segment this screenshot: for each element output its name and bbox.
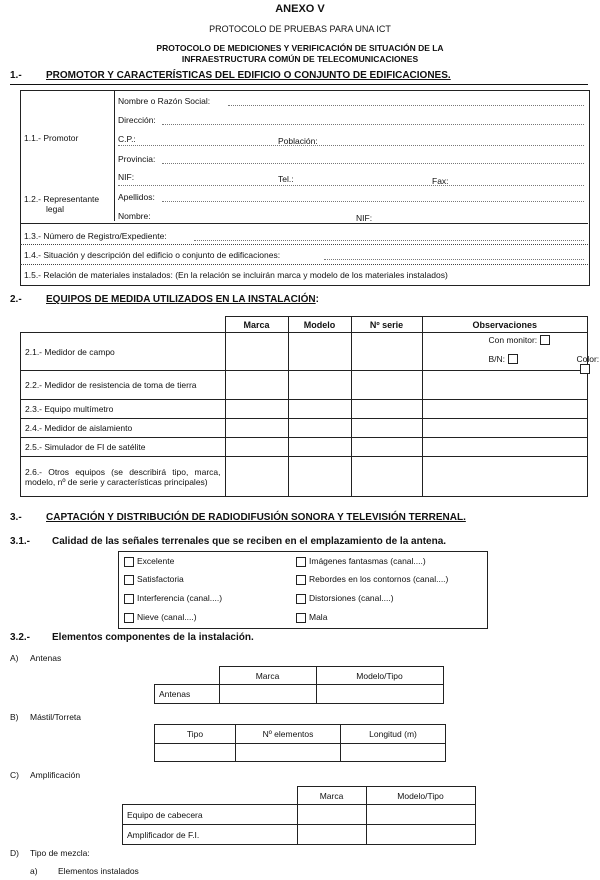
apellidos-label: Apellidos: <box>118 192 155 202</box>
annex-title: ANEXO V <box>275 3 325 15</box>
materiales-label: 1.5.- Relación de materiales instalados: (En la relación se incluirán marca y modelo de los materiales instalados) <box>24 270 448 280</box>
nif-label: NIF: <box>118 172 135 182</box>
fax-label: Fax: <box>432 176 449 186</box>
mala-checkbox[interactable] <box>296 613 306 623</box>
mastil-col-longitud: Longitud (m) <box>341 725 446 744</box>
nombre-label: Nombre: <box>118 211 151 221</box>
antenas-col-modelo: Modelo/Tipo <box>316 667 443 685</box>
row-medidor-campo: 2.1.- Medidor de campo <box>21 333 226 371</box>
mastil-col-tipo: Tipo <box>155 725 236 744</box>
section-2-number: 2.- <box>10 294 22 305</box>
fantasmas-checkbox[interactable] <box>296 557 306 567</box>
section-2-title-suffix: : <box>315 294 319 305</box>
subsection-d-label: D) <box>10 848 19 858</box>
row-simulador-fi: 2.5.- Simulador de FI de satélite <box>21 438 226 457</box>
section-3-2-title: Elementos componentes de la instalación. <box>52 632 254 643</box>
interferencia-checkbox[interactable] <box>124 594 134 604</box>
row-otros-equipos: 2.6.- Otros equipos (se describirá tipo, marca, modelo, nº de serie y características principales) <box>21 457 226 497</box>
cp-label: C.P.: <box>118 134 136 144</box>
quality-rebordes[interactable]: Rebordes en los contornos (canal....) <box>296 574 448 585</box>
subsection-b-title: Mástil/Torreta <box>30 712 82 722</box>
observaciones-medidor <box>422 333 600 371</box>
mastil-col-elementos: Nº elementos <box>236 725 341 744</box>
bn-checkbox[interactable] <box>508 354 518 364</box>
section-1-rule <box>10 84 588 85</box>
amplificacion-col-marca: Marca <box>297 787 366 805</box>
bn-label: B/N: <box>489 354 519 365</box>
quality-interferencia[interactable]: Interferencia (canal....) <box>124 593 222 604</box>
col-nserie: Nº serie <box>351 317 422 333</box>
section-3-2-number: 3.2.- <box>10 632 31 643</box>
color-label: Color: <box>577 354 600 375</box>
equipo-cabecera-row: Equipo de cabecera <box>123 805 298 825</box>
promotor-divider <box>114 90 115 221</box>
tel-label: Tel.: <box>278 174 294 184</box>
satisfactoria-checkbox[interactable] <box>124 575 134 585</box>
subsection-b-label: B) <box>10 712 19 722</box>
subsection-d-a-label: a) <box>30 866 38 876</box>
distorsiones-checkbox[interactable] <box>296 594 306 604</box>
quality-nieve[interactable]: Nieve (canal....) <box>124 612 197 623</box>
subsection-a-title: Antenas <box>30 653 62 663</box>
equipos-table <box>20 316 600 497</box>
subsection-d-a-title: Elementos instalados <box>58 866 139 876</box>
amplificador-fi-row: Amplificador de F.I. <box>123 825 298 845</box>
nif-representante-label: NIF: <box>356 213 373 223</box>
section-3-number: 3.- <box>10 512 22 523</box>
con-monitor-label: Con monitor: <box>489 335 551 346</box>
representante-label-a: 1.2.- Representante <box>24 194 100 204</box>
col-observaciones: Observaciones <box>422 317 588 333</box>
promotor-label: 1.1.- Promotor <box>24 133 79 143</box>
excelente-checkbox[interactable] <box>124 557 134 567</box>
subtitle-line-2: INFRAESTRUCTURA COMÚN DE TELECOMUNICACIONES <box>181 54 419 64</box>
section-3-title: CAPTACIÓN Y DISTRIBUCIÓN DE RADIODIFUSIÓN SONORA Y TELEVISIÓN TERRENAL. <box>46 512 466 523</box>
con-monitor-checkbox[interactable] <box>540 335 550 345</box>
section-2-title-wrap <box>46 294 319 305</box>
subsection-a-label: A) <box>10 653 19 663</box>
mastil-table <box>154 724 446 762</box>
antenas-table <box>154 666 444 704</box>
row-resistencia-tierra: 2.2.- Medidor de resistencia de toma de tierra <box>21 371 226 400</box>
amplificacion-col-modelo: Modelo/Tipo <box>366 787 475 805</box>
col-marca: Marca <box>225 317 288 333</box>
quality-excelente[interactable]: Excelente <box>124 556 174 567</box>
subsection-c-title: Amplificación <box>30 770 81 780</box>
rebordes-checkbox[interactable] <box>296 575 306 585</box>
antenas-col-marca: Marca <box>219 667 316 685</box>
direccion-label: Dirección: <box>118 115 156 125</box>
col-modelo: Modelo <box>288 317 351 333</box>
subsection-d-title: Tipo de mezcla: <box>30 848 90 858</box>
quality-satisfactoria[interactable]: Satisfactoria <box>124 574 184 585</box>
color-checkbox[interactable] <box>580 364 590 374</box>
quality-fantasmas[interactable]: Imágenes fantasmas (canal....) <box>296 556 426 567</box>
subtitle-line-1: PROTOCOLO DE MEDICIONES Y VERIFICACIÓN DE SITUACIÓN DE LA <box>156 43 444 53</box>
representante-label-b: legal <box>46 204 64 214</box>
nombre-razon-label: Nombre o Razón Social: <box>118 96 211 106</box>
situacion-label: 1.4.- Situación y descripción del edificio o conjunto de edificaciones: <box>24 250 281 260</box>
provincia-label: Provincia: <box>118 154 156 164</box>
antenas-row-label: Antenas <box>155 685 220 704</box>
protocol-title: PROTOCOLO DE PRUEBAS PARA UNA ICT <box>209 24 391 34</box>
section-1-number: 1.- <box>10 70 22 81</box>
quality-mala[interactable]: Mala <box>296 612 327 623</box>
registro-label: 1.3.- Número de Registro/Expediente: <box>24 231 167 241</box>
section-3-1-title: Calidad de las señales terrenales que se reciben en el emplazamiento de la antena. <box>52 536 447 547</box>
row-aislamiento: 2.4.- Medidor de aislamiento <box>21 419 226 438</box>
section-1-title: PROMOTOR Y CARACTERÍSTICAS DEL EDIFICIO O CONJUNTO DE EDIFICACIONES. <box>46 70 451 81</box>
section-3-1-number: 3.1.- <box>10 536 31 547</box>
amplificacion-table <box>122 786 476 845</box>
nieve-checkbox[interactable] <box>124 613 134 623</box>
quality-distorsiones[interactable]: Distorsiones (canal....) <box>296 593 394 604</box>
section-2-title: EQUIPOS DE MEDIDA UTILIZADOS EN LA INSTALACIÓN <box>46 294 316 305</box>
row-multimetro: 2.3.- Equipo multímetro <box>21 400 226 419</box>
subsection-c-label: C) <box>10 770 19 780</box>
poblacion-label: Población: <box>278 136 318 146</box>
